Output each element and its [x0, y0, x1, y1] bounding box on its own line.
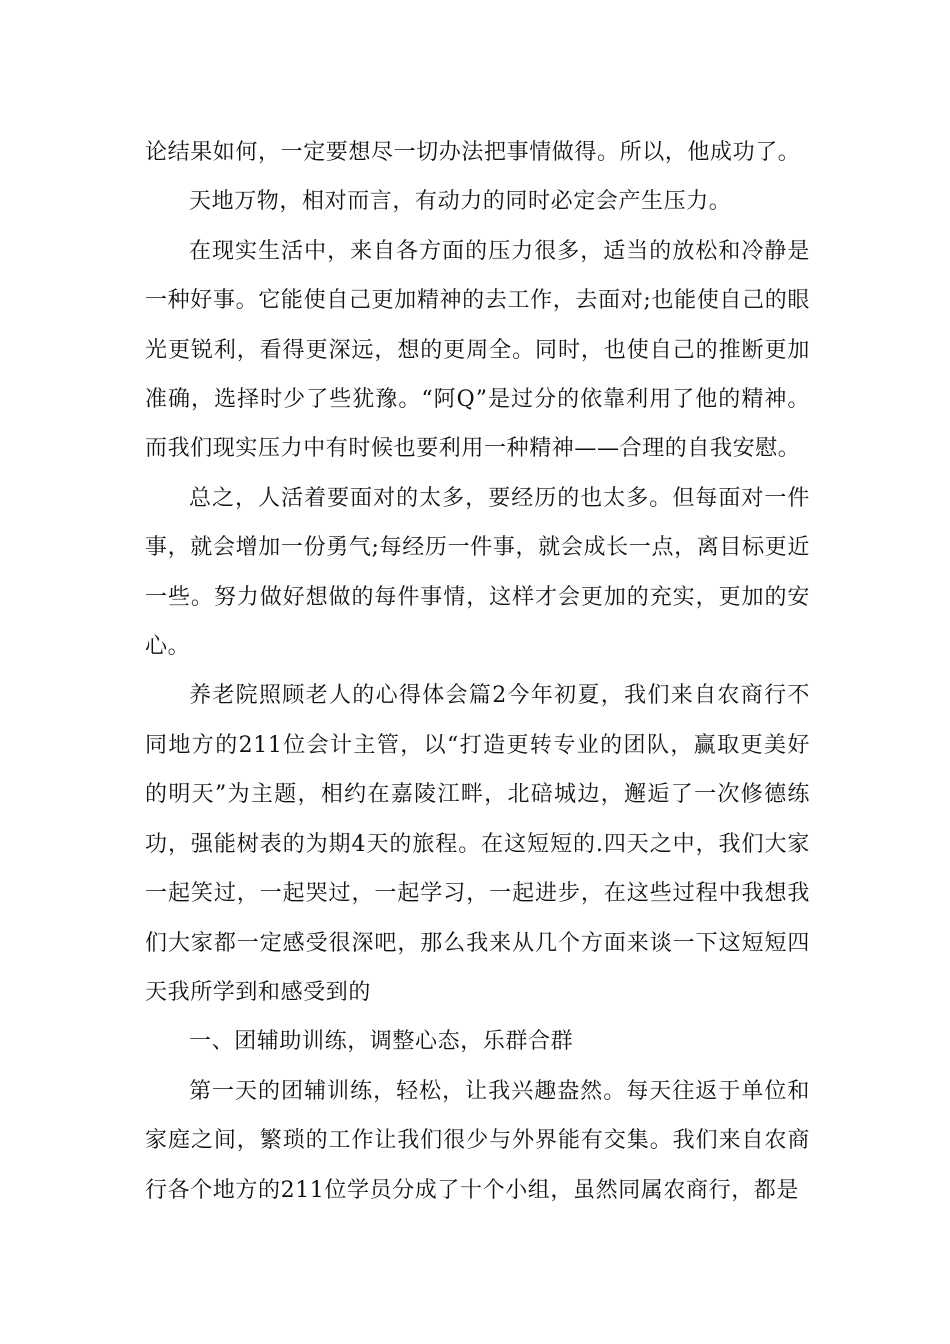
- paragraph: 养老院照顾老人的心得体会篇2今年初夏，我们来自农商行不同地方的211位会计主管，以“打造更转专业的团队，赢取更美好的明天”为主题，相约在嘉陵江畔，北碚城边，邂逅了一次修德练功，强能树表的为期4天的旅程。在这短短的.四天之中，我们大家一起笑过，一起哭过，一起学习，一起进步，在这些过程中我想我们大家都一定感受很深吧，那么我来从几个方面来谈一下这短短四天我所学到和感受到的: [145, 683, 810, 1005]
- paragraph: 第一天的团辅训练，轻松，让我兴趣盎然。每天往返于单位和家庭之间，繁琐的工作让我们很少与外界能有交集。我们来自农商行各个地方的211位学员分成了十个小组，虽然同属农商行，都是: [145, 1078, 810, 1203]
- paragraph-continuation: 论结果如何，一定要想尽一切办法把事情做得。所以，他成功了。: [145, 140, 801, 165]
- paragraph: 天地万物，相对而言，有动力的同时必定会产生压力。: [189, 189, 732, 215]
- paragraph: 在现实生活中，来自各方面的压力很多，适当的放松和冷静是一种好事。它能使自己更加精神的去工作，去面对;也能使自己的眼光更锐利，看得更深远，想的更周全。同时，也使自己的推断更加准确，选择时少了些犹豫。“阿Q”是过分的依靠利用了他的精神。而我们现实压力中有时候也要利用一种精神——合理的自我安慰。: [145, 238, 810, 462]
- section-heading: 一、团辅助训练，调整心态，乐群合群: [189, 1029, 574, 1055]
- paragraph: 总之，人活着要面对的太多，要经历的也太多。但每面对一件事，就会增加一份勇气;每经历一件事，就会成长一点，离目标更近一些。努力做好想做的每件事情，这样才会更加的充实，更加的安心。: [145, 485, 810, 660]
- body-text: [145, 128, 810, 1215]
